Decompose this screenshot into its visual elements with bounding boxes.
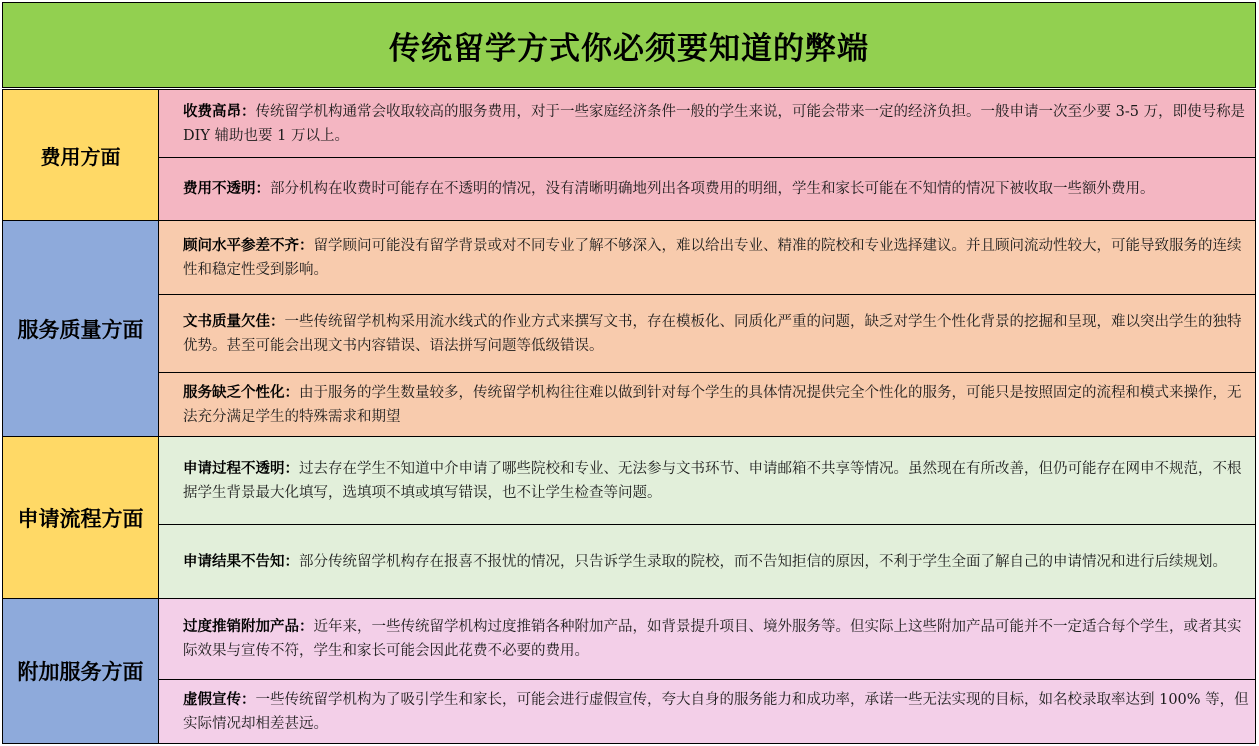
page-title: 传统留学方式你必须要知道的弊端	[389, 30, 869, 67]
row-text: 过去存在学生不知道中介申请了哪些院校和专业、无法参与文书环节、申请邮箱不共享等情况。虽然现在有所改善，但仍可能存在网申不规范，不根据学生背景最大化填写，选填项不填或填写错误，也不让学生检查等问题。	[183, 460, 1242, 501]
row-fee-opaque	[158, 157, 1256, 221]
category-label: 服务质量方面	[17, 316, 144, 342]
category-addon	[2, 598, 159, 744]
row-heading: 服务缺乏个性化：	[183, 383, 299, 401]
row-text: 传统留学机构通常会收取较高的服务费用，对于一些家庭经济条件一般的学生来说，可能会带来一定的经济负担。一般申请一次至少要 3-5 万，即使号称是 DIY 辅助也要 1 万以上。	[183, 103, 1246, 144]
row-consultant	[158, 220, 1256, 295]
row-heading: 文书质量欠佳：	[183, 312, 285, 330]
category-label: 附加服务方面	[17, 659, 144, 684]
row-text: 一些传统留学机构为了吸引学生和家长，可能会进行虚假宣传，夸大自身的服务能力和成功率，承诺一些无法实现的目标，如名校录取率达到 100% 等，但实际情况却相差甚远。	[183, 691, 1249, 732]
row-heading: 顾问水平参差不齐：	[183, 236, 314, 254]
row-text: 由于服务的学生数量较多，传统留学机构往往难以做到针对每个学生的具体情况提供完全个性化的服务，可能只是按照固定的流程和模式来操作，无法充分满足学生的特殊需求和期望	[183, 384, 1242, 425]
row-fee-high	[158, 89, 1256, 158]
row-heading: 过度推销附加产品：	[183, 618, 314, 635]
row-heading: 虚假宣传：	[183, 690, 256, 708]
row-text: 近年来，一些传统留学机构过度推销各种附加产品，如背景提升项目、境外服务等。但实际上这些附加产品可能并不一定适合每个学生，或者其实际效果与宣传不符，学生和家长可能会因此花费不必要的费用。	[183, 619, 1242, 659]
title-header	[2, 2, 1256, 88]
row-text: 留学顾问可能没有留学背景或对不同专业了解不够深入，难以给出专业、精准的院校和专业选择建议。并且顾问流动性较大，可能导致服务的连续性和稳定性受到影响。	[183, 237, 1242, 278]
category-fee	[2, 89, 159, 221]
row-upselling	[158, 598, 1256, 680]
row-text: 部分机构在收费时可能存在不透明的情况，没有清晰明确地列出各项费用的明细，学生和家长可能在不知情的情况下被收取一些额外费用。	[270, 181, 1155, 197]
row-process-opaque	[158, 436, 1256, 525]
category-label: 费用方面	[40, 144, 121, 169]
row-heading: 费用不透明：	[183, 180, 270, 197]
row-documents	[158, 294, 1256, 373]
row-text: 一些传统留学机构采用流水线式的作业方式来撰写文书，存在模板化、同质化严重的问题，缺乏对学生个性化背景的挖掘和呈现，难以突出学生的独特优势。甚至可能会出现文书内容错误、语法拼写问题等低级错误。	[183, 313, 1242, 354]
category-process	[2, 436, 159, 599]
row-results-hidden	[158, 524, 1256, 599]
row-personalization	[158, 372, 1256, 437]
row-heading: 收费高昂：	[183, 102, 256, 120]
row-text: 部分传统留学机构存在报喜不报忧的情况，只告诉学生录取的院校，而不告知拒信的原因，不利于学生全面了解自己的申请情况和进行后续规划。	[299, 553, 1227, 570]
category-service	[2, 220, 159, 437]
category-label: 申请流程方面	[17, 505, 144, 531]
row-false-advertising	[158, 679, 1256, 744]
row-heading: 申请结果不告知：	[183, 552, 299, 570]
row-heading: 申请过程不透明：	[183, 459, 299, 477]
